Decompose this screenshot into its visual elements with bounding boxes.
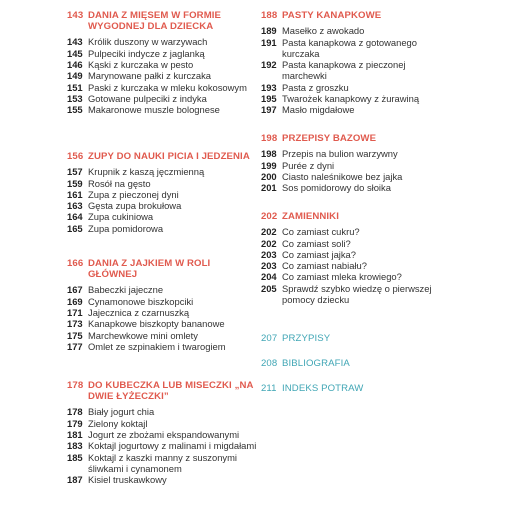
toc-section: [67, 151, 257, 234]
entry-title: Twarożek kanapkowy z żurawiną: [282, 92, 420, 104]
toc-entry[interactable]: [261, 283, 451, 306]
entry-title: Sos pomidorowy do słoika: [282, 182, 391, 194]
entry-title: Zielony koktajl: [88, 417, 148, 429]
entry-page-number: 202: [261, 226, 277, 238]
entry-title: Kisiel truskawkowy: [88, 474, 167, 486]
section-title: DANIA Z JAJKIEM W ROLI GŁÓWNEJ: [88, 258, 211, 281]
toc-entry[interactable]: [67, 330, 257, 341]
toc-entry[interactable]: [261, 37, 451, 60]
toc-entry[interactable]: [67, 104, 257, 115]
entry-title: Marchewkowe mini omlety: [88, 329, 198, 341]
entry-page-number: 153: [67, 92, 83, 104]
section-title: PRZYPISY: [282, 333, 331, 344]
entry-page-number: 163: [67, 200, 83, 212]
section-item-list: [261, 25, 451, 115]
section-heading[interactable]: [67, 10, 257, 32]
entry-title: Ciasto naleśnikowe bez jajka: [282, 170, 403, 182]
toc-entry[interactable]: [67, 307, 257, 318]
toc-entry[interactable]: [261, 260, 451, 271]
entry-page-number: 171: [67, 307, 83, 318]
toc-entry[interactable]: [261, 249, 451, 260]
entry-title: Co zamiast soli?: [282, 237, 351, 249]
entry-page-number: 199: [261, 159, 277, 171]
toc-entry[interactable]: [261, 182, 451, 193]
section-heading[interactable]: [67, 151, 257, 162]
section-page-number: 207: [261, 333, 278, 344]
entry-page-number: 175: [67, 329, 83, 341]
toc-section: [261, 133, 451, 193]
section-item-list: [67, 406, 257, 485]
toc-section: [261, 211, 451, 305]
entry-title: Jogurt ze zbożami ekspandowanymi: [88, 429, 240, 440]
entry-page-number: 183: [67, 440, 83, 452]
toc-entry[interactable]: [261, 226, 451, 237]
entry-page-number: 203: [261, 248, 277, 260]
section-heading[interactable]: [261, 211, 451, 222]
entry-page-number: 185: [67, 451, 83, 463]
entry-title: Co zamiast nabiału?: [282, 260, 367, 272]
section-page-number: 198: [261, 133, 278, 144]
entry-title: Paski z kurczaka w mleku kokosowym: [88, 81, 247, 93]
toc-entry[interactable]: [261, 160, 451, 171]
entry-title: Masło migdałowe: [282, 104, 355, 116]
entry-page-number: 200: [261, 170, 277, 182]
section-title: ZUPY DO NAUKI PICIA I JEDZENIA: [88, 151, 250, 162]
section-page-number: 202: [261, 211, 278, 222]
entry-title: Królik duszony w warzywach: [88, 36, 208, 48]
toc-entry[interactable]: [261, 93, 451, 104]
entry-title: Co zamiast mleka krowiego?: [282, 271, 402, 283]
toc-entry[interactable]: [261, 104, 451, 115]
entry-title: Marynowane pałki z kurczaka: [88, 70, 211, 82]
section-page-number: 156: [67, 151, 84, 162]
section-page-number: 166: [67, 258, 84, 269]
entry-page-number: 198: [261, 148, 277, 160]
entry-title: Zupa cukiniowa: [88, 211, 154, 223]
entry-page-number: 161: [67, 188, 83, 200]
section-heading[interactable]: [261, 133, 451, 144]
section-page-number: 143: [67, 10, 84, 21]
toc-entry[interactable]: [261, 25, 451, 36]
section-page-number: 188: [261, 10, 278, 21]
toc-entry[interactable]: [67, 59, 257, 70]
entry-page-number: 164: [67, 211, 83, 223]
toc-section: [261, 10, 451, 116]
toc-entry[interactable]: [67, 200, 257, 211]
entry-title: Masełko z awokado: [282, 25, 365, 37]
toc-entry[interactable]: [67, 284, 257, 295]
toc-entry[interactable]: [261, 271, 451, 282]
entry-page-number: 151: [67, 81, 83, 93]
entry-page-number: 197: [261, 104, 277, 116]
toc-entry[interactable]: [67, 429, 257, 440]
toc-entry[interactable]: [67, 36, 257, 47]
section-page-number: 208: [261, 358, 278, 369]
entry-title: Gęsta zupa brokułowa: [88, 200, 182, 212]
entry-title: Rosół na gęsto: [88, 177, 151, 189]
entry-title: Sprawdź szybko wiedzę o pierwszej pomocy dziecku: [282, 282, 432, 305]
entry-page-number: 169: [67, 295, 83, 307]
entry-title: Babeczki jajeczne: [88, 284, 164, 296]
toc-section: [67, 380, 257, 485]
toc-entry[interactable]: [67, 440, 257, 451]
entry-page-number: 193: [261, 81, 277, 93]
entry-title: Koktajl jogurtowy z malinami i migdałami: [88, 440, 257, 452]
section-item-list: [67, 284, 257, 352]
entry-page-number: 143: [67, 36, 83, 48]
section-page-number: 211: [261, 383, 277, 394]
toc-section: [261, 358, 451, 369]
toc-section: [67, 258, 257, 352]
toc-entry[interactable]: [67, 296, 257, 307]
section-title: INDEKS POTRAW: [282, 383, 364, 394]
toc-entry[interactable]: [67, 48, 257, 59]
toc-entry[interactable]: [67, 189, 257, 200]
section-item-list: [67, 166, 257, 234]
entry-title: Pulpeciki indyczе z jaglanką: [88, 47, 205, 59]
section-title: DANIA Z MIĘSEM W FORMIE WYGODNEJ DLA DZIECKA: [88, 10, 222, 33]
entry-title: Jajecznica z czarnuszką: [88, 307, 190, 318]
toc-section: [261, 383, 451, 394]
section-title: PASTY KANAPKOWE: [282, 10, 382, 21]
entry-page-number: 203: [261, 260, 277, 272]
entry-page-number: 159: [67, 177, 83, 189]
entry-page-number: 167: [67, 284, 83, 296]
toc-entry[interactable]: [261, 59, 451, 82]
entry-title: Gotowane pulpeciki z indyka: [88, 92, 207, 104]
section-page-number: 178: [67, 380, 84, 391]
toc-entry[interactable]: [67, 474, 257, 485]
section-heading[interactable]: [67, 380, 257, 402]
entry-title: Purée z dyni: [282, 159, 335, 171]
entry-title: Przepis na bulion warzywny: [282, 148, 398, 160]
entry-page-number: 146: [67, 59, 83, 70]
entry-title: Biały jogurt chia: [88, 406, 155, 418]
entry-page-number: 179: [67, 417, 83, 429]
section-title: BIBLIOGRAFIA: [282, 358, 350, 369]
entry-title: Co zamiast cukru?: [282, 226, 360, 238]
entry-page-number: 155: [67, 104, 83, 116]
toc-entry[interactable]: [67, 93, 257, 104]
section-item-list: [67, 36, 257, 115]
entry-page-number: 189: [261, 25, 277, 37]
entry-title: Zupa pomidorowa: [88, 222, 164, 234]
toc-entry[interactable]: [67, 70, 257, 81]
entry-title: Pasta kanapkowa z pieczonej marchewki: [282, 59, 406, 82]
entry-page-number: 204: [261, 271, 277, 283]
toc-entry[interactable]: [67, 223, 257, 234]
toc-entry[interactable]: [67, 452, 257, 475]
entry-title: Kanapkowe biszkopty bananowe: [88, 318, 225, 330]
toc-section: [261, 333, 451, 344]
entry-title: Co zamiast jajka?: [282, 248, 356, 260]
toc-entry[interactable]: [261, 148, 451, 159]
section-heading[interactable]: [261, 333, 451, 344]
entry-page-number: 177: [67, 340, 83, 352]
toc-entry[interactable]: [67, 341, 257, 352]
toc-entry[interactable]: [67, 406, 257, 417]
section-heading[interactable]: [67, 258, 257, 280]
entry-page-number: 178: [67, 406, 83, 418]
entry-title: Makaronowe muszle bolognese: [88, 104, 220, 116]
section-item-list: [261, 226, 451, 305]
entry-page-number: 145: [67, 47, 83, 59]
toc-section: [67, 10, 257, 115]
section-heading[interactable]: [261, 383, 451, 394]
entry-page-number: 173: [67, 318, 83, 330]
toc-entry[interactable]: [67, 178, 257, 189]
entry-title: Pasta kanapkowa z gotowanego kurczaka: [282, 36, 417, 59]
toc-entry[interactable]: [261, 238, 451, 249]
entry-page-number: 149: [67, 70, 83, 82]
entry-page-number: 187: [67, 474, 83, 486]
entry-page-number: 181: [67, 429, 83, 440]
entry-page-number: 165: [67, 222, 83, 234]
entry-title: Krupnik z kaszą jęczmienną: [88, 166, 205, 178]
toc-entry[interactable]: [261, 82, 451, 93]
entry-page-number: 202: [261, 237, 277, 249]
entry-title: Koktajl z kaszki manny z suszonymi śliwkami i cynamonem: [88, 451, 238, 474]
section-title: DO KUBECZKA LUB MISECZKI „NA DWIE ŁYŻECZKI”: [88, 380, 254, 403]
entry-title: Zupa z pieczonej dyni: [88, 188, 179, 200]
entry-page-number: 192: [261, 59, 277, 71]
entry-title: Kąski z kurczaka w pesto: [88, 59, 194, 70]
entry-title: Omlet ze szpinakiem i twarogiem: [88, 340, 226, 352]
section-title: PRZEPISY BAZOWE: [282, 133, 377, 144]
entry-page-number: 201: [261, 182, 277, 194]
entry-page-number: 157: [67, 166, 83, 178]
entry-page-number: 195: [261, 92, 277, 104]
entry-page-number: 205: [261, 282, 277, 294]
toc-entry[interactable]: [67, 82, 257, 93]
toc-entry[interactable]: [67, 318, 257, 329]
section-item-list: [261, 148, 451, 193]
toc-entry[interactable]: [261, 171, 451, 182]
section-heading[interactable]: [261, 358, 451, 369]
section-title: ZAMIENNIKI: [282, 211, 339, 222]
entry-page-number: 191: [261, 36, 277, 48]
toc-entry[interactable]: [67, 166, 257, 177]
toc-entry[interactable]: [67, 211, 257, 222]
section-heading[interactable]: [261, 10, 451, 21]
toc-entry[interactable]: [67, 418, 257, 429]
entry-title: Pasta z groszku: [282, 81, 349, 93]
entry-title: Cynamonowe biszkopciki: [88, 295, 194, 307]
